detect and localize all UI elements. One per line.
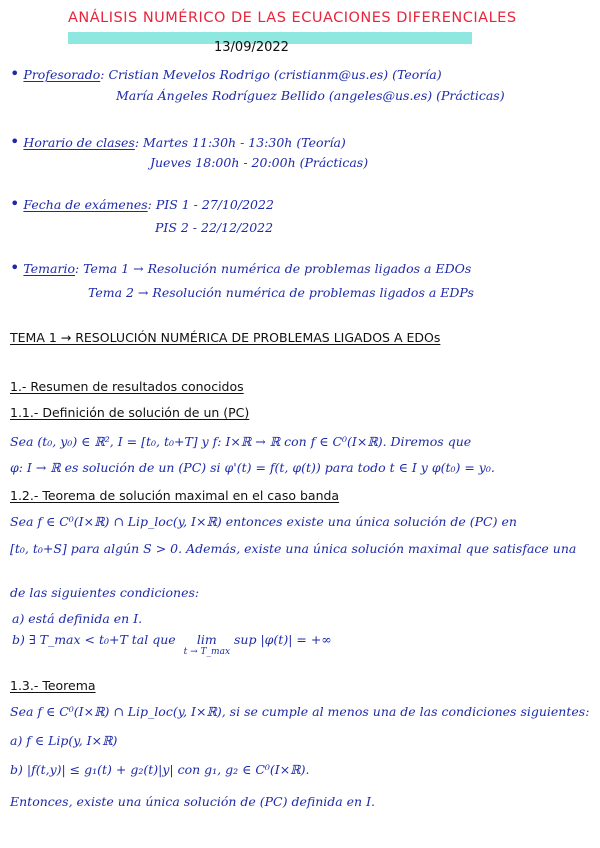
page-title: ANÁLISIS NUMÉRICO DE LAS ECUACIONES DIFERENCIALES: [68, 10, 517, 26]
tema-2: Tema 2 → Resolución numérica de problemas ligados a EDPs: [88, 285, 474, 300]
s12-line-1: Sea f ∈ C⁰(I×ℝ) ∩ Lip_loc(y, I×ℝ) entonces existe una única solución de (PC) en: [10, 514, 517, 529]
s11-line-1: Sea (t₀, y₀) ∈ ℝ², I = [t₀, t₀+T] y f: I×ℝ → ℝ con f ∈ C⁰(I×ℝ). Diremos que: [10, 434, 472, 449]
bullet: •: [10, 64, 20, 83]
bullet: •: [10, 132, 20, 151]
bullet: •: [10, 258, 20, 277]
fechas-label: Fecha de exámenes: [23, 197, 148, 212]
s12-b-text: b) ∃ T_max < t₀+T tal que: [12, 632, 176, 647]
fecha-1: : PIS 1 - 27/10/2022: [147, 197, 274, 212]
s12-condition-b: [12, 632, 332, 657]
page-date: 13/09/2022: [214, 40, 289, 55]
s12-condition-a: a) está definida en I.: [12, 611, 143, 626]
limit-expression: [184, 632, 230, 657]
section-1-heading: 1.- Resumen de resultados conocidos: [10, 379, 244, 394]
tema-1: : Tema 1 → Resolución numérica de problemas ligados a EDOs: [75, 261, 472, 276]
bullet: •: [10, 194, 20, 213]
s13-condition-b: b) |f(t,y)| ≤ g₁(t) + g₂(t)|y| con g₁, g₂ ∈ C⁰(I×ℝ).: [10, 762, 310, 777]
limit-subscript: t → T_max: [183, 647, 231, 657]
section-1-3-heading: 1.3.- Teorema: [10, 678, 96, 693]
horario-line-1: [10, 132, 346, 151]
horario-2: Jueves 18:00h - 20:00h (Prácticas): [150, 155, 369, 170]
temario-label: Temario: [23, 261, 75, 276]
fechas-line-1: [10, 194, 274, 213]
s13-line-1: Sea f ∈ C⁰(I×ℝ) ∩ Lip_loc(y, I×ℝ), si se cumple al menos una de las condiciones siguientes:: [10, 704, 590, 719]
limit-sup: sup |φ(t)| = +∞: [234, 632, 332, 647]
s13-condition-a: a) f ∈ Lip(y, I×ℝ): [10, 733, 118, 748]
profesorado-label: Profesorado: [23, 67, 101, 82]
profesorado-line-1: [10, 64, 442, 83]
section-1-2-heading: 1.2.- Teorema de solución maximal en el caso banda: [10, 488, 340, 503]
limit-word: lim: [196, 632, 217, 647]
horario-label: Horario de clases: [23, 135, 135, 150]
s13-conclusion: Entonces, existe una única solución de (PC) definida en I.: [10, 794, 375, 809]
section-1-1-heading: 1.1.- Definición de solución de un (PC): [10, 405, 250, 420]
s11-line-2: φ: I → ℝ es solución de un (PC) si φ'(t) = f(t, φ(t)) para todo t ∈ I y φ(t₀) = y₀.: [10, 460, 495, 475]
s12-line-3: de las siguientes condiciones:: [10, 585, 200, 600]
tema-heading: TEMA 1 → RESOLUCIÓN NUMÉRICA DE PROBLEMAS LIGADOS A EDOs: [10, 330, 441, 345]
horario-1: : Martes 11:30h - 13:30h (Teoría): [134, 135, 346, 150]
profesor-1: : Cristian Mevelos Rodrigo (cristianm@us.es) (Teoría): [100, 67, 442, 82]
profesor-2: María Ángeles Rodríguez Bellido (angeles@us.es) (Prácticas): [116, 88, 505, 103]
fecha-2: PIS 2 - 22/12/2022: [155, 220, 274, 235]
temario-line-1: [10, 258, 471, 277]
s12-line-2: [t₀, t₀+S] para algún S > 0. Además, existe una única solución maximal que satisface una: [10, 541, 577, 556]
